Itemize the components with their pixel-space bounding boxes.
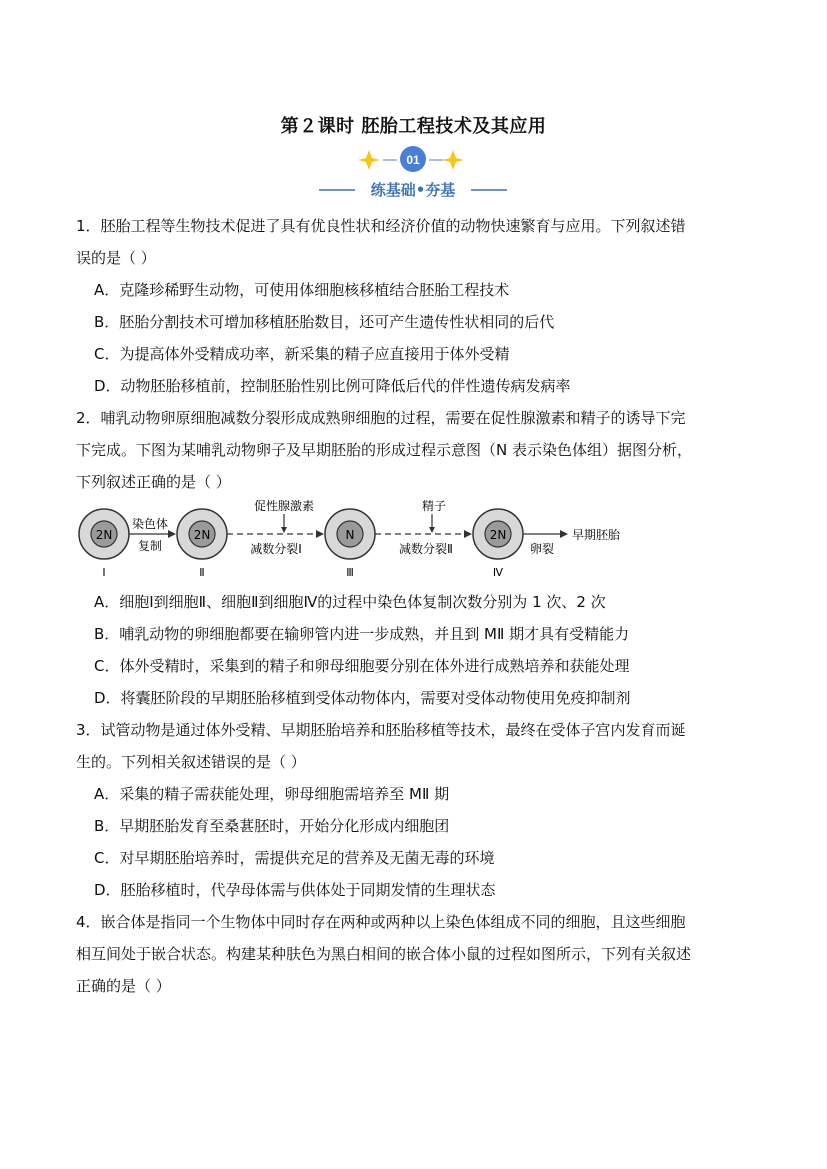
oocyte-process-diagram: [76, 500, 716, 582]
cell-2: [177, 509, 227, 579]
cell-4-stage: Ⅳ: [492, 566, 504, 579]
question-stem-line: 误的是（ ）: [76, 249, 156, 267]
question-list: [76, 210, 756, 1002]
arrow-a-bottom-label: 复制: [137, 539, 163, 553]
question-stem-line: 下完成。下图为某哺乳动物卵子及早期胚胎的形成过程示意图（N 表示染色体组）据图分析，: [76, 441, 692, 459]
question-stem-line: 下列叙述正确的是（ ）: [76, 473, 231, 491]
question-stem-line: 相互间处于嵌合状态。构建某种肤色为黑白相间的嵌合体小鼠的过程如图所示，下列有关叙述: [76, 945, 692, 963]
star-icon: [442, 150, 464, 170]
arrow-b-bottom-label: 减数分裂Ⅰ: [250, 542, 302, 556]
cell-3: [325, 509, 375, 579]
cell-4-ploidy: 2N: [489, 528, 507, 542]
cell-4: [473, 509, 523, 579]
question-stem-line: 4．嵌合体是指同一个生物体中同时存在两种或两种以上染色体组成不同的细胞，且这些细胞: [76, 913, 686, 931]
question-1: [76, 210, 756, 402]
cell-1: [79, 509, 129, 579]
option-a[interactable]: A．细胞Ⅰ到细胞Ⅱ、细胞Ⅱ到细胞Ⅳ的过程中染色体复制次数分别为 1 次、2 次: [94, 593, 606, 611]
question-stem-line: 1．胚胎工程等生物技术促进了具有优良性状和经济价值的动物快速繁育与应用。下列叙述错: [76, 217, 686, 235]
arrow-d-bottom-label: 卵裂: [529, 542, 555, 556]
page-title: 第２课时 胚胎工程技术及其应用: [280, 116, 547, 137]
arrow-a-top-label: 染色体: [131, 517, 169, 531]
cell-3-ploidy: N: [345, 528, 355, 542]
early-embryo-label: 早期胚胎: [572, 528, 621, 542]
cell-2-stage: Ⅱ: [199, 566, 205, 579]
arrow-b-top-label: 促性腺激素: [253, 500, 315, 513]
section-badge: [313, 144, 513, 202]
cell-2-ploidy: 2N: [193, 528, 211, 542]
question-stem-line: 3．试管动物是通过体外受精、早期胚胎培养和胚胎移植等技术，最终在受体子宫内发育而诞: [76, 721, 686, 739]
option-a[interactable]: A．克隆珍稀野生动物，可使用体细胞核移植结合胚胎工程技术: [94, 281, 510, 299]
star-icon: [358, 150, 380, 170]
cell-1-stage: Ⅰ: [102, 566, 106, 579]
cell-3-stage: Ⅲ: [346, 566, 354, 579]
option-c[interactable]: C．为提高体外受精成功率，新采集的精子应直接用于体外受精: [94, 345, 510, 363]
option-a[interactable]: A．采集的精子需获能处理，卵母细胞需培养至 MⅡ 期: [94, 785, 450, 803]
option-b[interactable]: B．胚胎分割技术可增加移植胚胎数目，还可产生遗传性状相同的后代: [94, 313, 555, 331]
option-d[interactable]: D．将囊胚阶段的早期胚胎移植到受体动物体内，需要对受体动物使用免疫抑制剂: [94, 689, 631, 707]
option-b[interactable]: B．早期胚胎发育至桑葚胚时，开始分化形成内细胞团: [94, 817, 450, 835]
cell-1-ploidy: 2N: [95, 528, 113, 542]
option-c[interactable]: C．对早期胚胎培养时，需提供充足的营养及无菌无毒的环境: [94, 849, 495, 867]
badge-label: 练基础•夯基: [370, 181, 456, 199]
question-2: [76, 402, 756, 714]
option-d[interactable]: D．胚胎移植时，代孕母体需与供体处于同期发情的生理状态: [94, 881, 496, 899]
question-4: [76, 906, 756, 1002]
option-d[interactable]: D．动物胚胎移植前，控制胚胎性别比例可降低后代的伴性遗传病发病率: [94, 377, 571, 395]
question-3: [76, 714, 756, 906]
option-b[interactable]: B．哺乳动物的卵细胞都要在输卵管内进一步成熟，并且到 MⅡ 期才具有受精能力: [94, 625, 630, 643]
question-stem-line: 生的。下列相关叙述错误的是（ ）: [76, 753, 306, 771]
arrow-c-top-label: 精子: [421, 500, 447, 513]
question-stem-line: 2．哺乳动物卵原细胞减数分裂形成成熟卵细胞的过程，需要在促性腺激素和精子的诱导下完: [76, 409, 686, 427]
question-stem-line: 正确的是（ ）: [76, 977, 171, 995]
option-c[interactable]: C．体外受精时，采集到的精子和卵母细胞要分别在体外进行成熟培养和获能处理: [94, 657, 630, 675]
arrow-c-bottom-label: 减数分裂Ⅱ: [399, 542, 453, 556]
badge-number: 01: [406, 153, 420, 167]
badge-graphic: [313, 144, 513, 202]
